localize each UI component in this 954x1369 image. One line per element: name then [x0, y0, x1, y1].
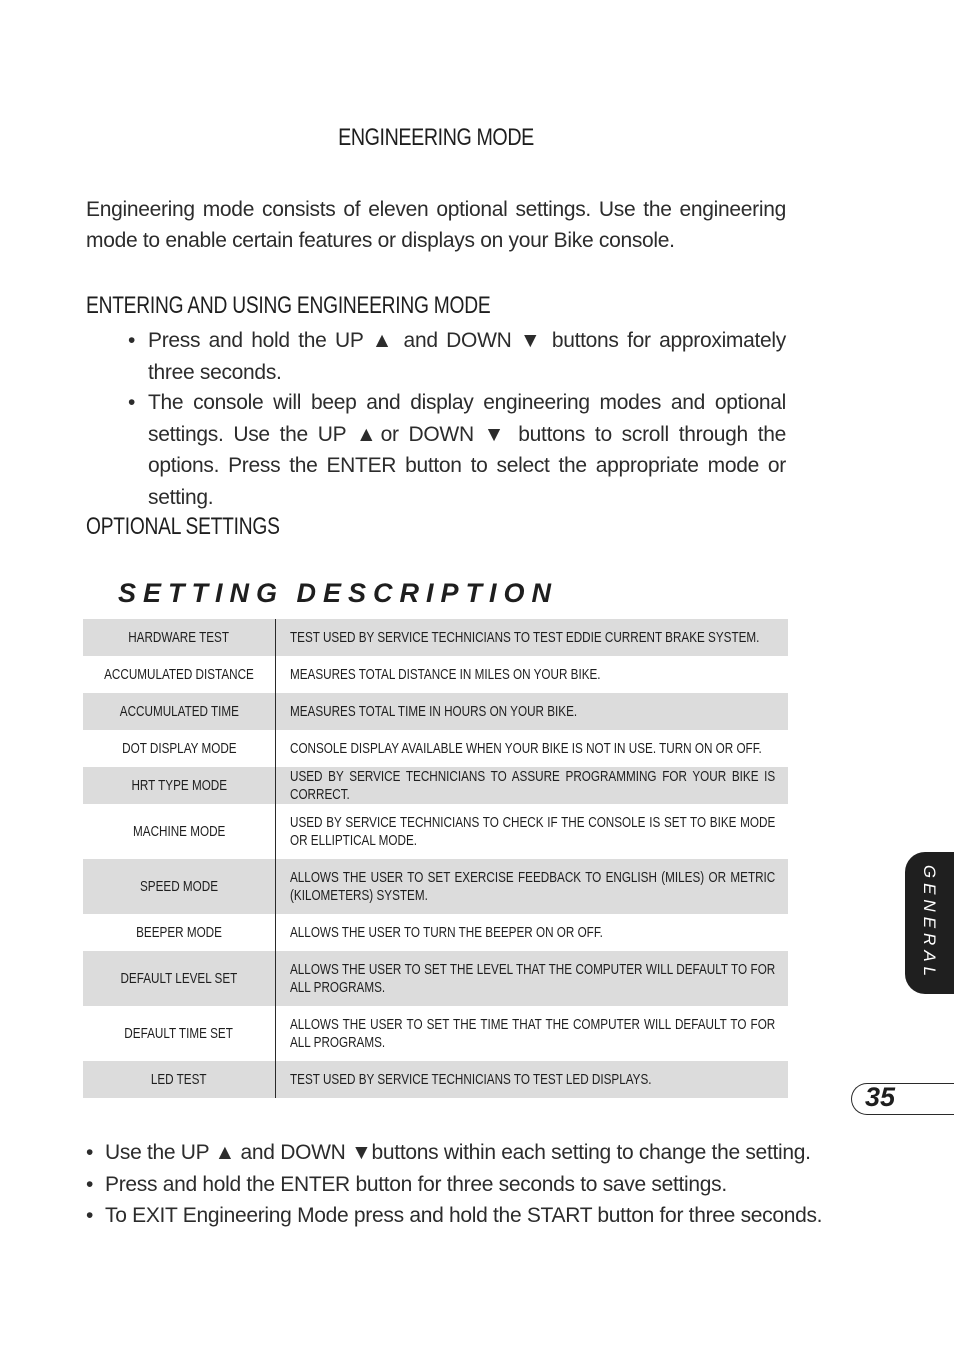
section-tab-label: GENERAL: [920, 864, 940, 982]
setting-name: DEFAULT TIME SET: [124, 1025, 234, 1042]
setting-description: ALLOWS THE USER TO TURN THE BEEPER ON OR OFF.: [289, 923, 603, 941]
description-cell: [275, 1061, 788, 1098]
description-cell: [275, 859, 788, 914]
table-row: [83, 730, 788, 767]
setting-name: MACHINE MODE: [132, 823, 226, 840]
table-row: [83, 1061, 788, 1098]
setting-cell: [83, 730, 275, 767]
description-cell: [275, 619, 788, 656]
setting-name: ACCUMULATED TIME: [119, 703, 239, 720]
setting-cell: [83, 656, 275, 693]
page-title: ENGINEERING MODE: [338, 124, 534, 151]
description-cell: [275, 951, 788, 1006]
description-cell: [275, 914, 788, 951]
setting-name: SPEED MODE: [139, 878, 218, 895]
entering-heading: ENTERING AND USING ENGINEERING MODE: [86, 292, 491, 319]
setting-description: TEST USED BY SERVICE TECHNICIANS TO TEST LED DISPLAYS.: [289, 1070, 652, 1088]
table-row: [83, 859, 788, 914]
setting-description: ALLOWS THE USER TO SET EXERCISE FEEDBACK TO ENGLISH (MILES) OR METRIC (KILOMETERS) SYSTEM.: [289, 868, 776, 904]
description-cell: [275, 767, 788, 804]
description-cell: [275, 693, 788, 730]
table-row: [83, 767, 788, 804]
setting-cell: [83, 767, 275, 804]
table-column-headers: [118, 578, 558, 609]
footer-bullet: • To EXIT Engineering Mode press and hold the START button for three seconds.: [86, 1200, 786, 1232]
setting-description: ALLOWS THE USER TO SET THE LEVEL THAT THE COMPUTER WILL DEFAULT TO FOR ALL PROGRAMS.: [289, 960, 776, 996]
optional-settings-heading: OPTIONAL SETTINGS: [86, 513, 280, 540]
setting-name: ACCUMULATED DISTANCE: [104, 666, 254, 683]
section-tab-label-wrap: [905, 852, 954, 994]
table-row: [83, 1006, 788, 1061]
footer-bullet: • Use the UP ▲ and DOWN ▼buttons within each setting to change the setting.: [86, 1137, 786, 1169]
setting-name: LED TEST: [151, 1071, 207, 1088]
footer-bullet-list: [86, 1137, 823, 1232]
description-cell: [275, 656, 788, 693]
setting-cell: [83, 951, 275, 1006]
setting-description: USED BY SERVICE TECHNICIANS TO CHECK IF THE CONSOLE IS SET TO BIKE MODE OR ELLIPTICAL MODE.: [289, 813, 776, 849]
settings-table: [83, 619, 788, 1098]
setting-description: USED BY SERVICE TECHNICIANS TO ASSURE PROGRAMMING FOR YOUR BIKE IS CORRECT.: [289, 767, 776, 803]
setting-name: DOT DISPLAY MODE: [121, 740, 237, 757]
table-row: [83, 951, 788, 1006]
page-number: 35: [865, 1082, 896, 1112]
setting-cell: [83, 859, 275, 914]
entering-bullet: • Press and hold the UP ▲ and DOWN ▼ buttons for approximately three seconds.: [128, 325, 786, 388]
column-header-description: DESCRIPTION: [296, 578, 559, 608]
description-cell: [275, 1006, 788, 1061]
table-row: [83, 804, 788, 859]
setting-name: HARDWARE TEST: [128, 629, 230, 646]
setting-name: DEFAULT LEVEL SET: [120, 970, 238, 987]
entering-bullet-list: [128, 325, 786, 513]
setting-name: HRT TYPE MODE: [131, 777, 227, 794]
setting-description: TEST USED BY SERVICE TECHNICIANS TO TEST EDDIE CURRENT BRAKE SYSTEM.: [289, 628, 760, 646]
setting-name: BEEPER MODE: [136, 924, 222, 941]
setting-cell: [83, 619, 275, 656]
intro-paragraph: Engineering mode consists of eleven optional settings. Use the engineering mode to enable certain features or displays on your Bike console.: [86, 198, 786, 252]
description-cell: [275, 804, 788, 859]
description-cell: [275, 730, 788, 767]
setting-description: ALLOWS THE USER TO SET THE TIME THAT THE COMPUTER WILL DEFAULT TO FOR ALL PROGRAMS.: [289, 1015, 776, 1051]
setting-description: MEASURES TOTAL DISTANCE IN MILES ON YOUR BIKE.: [289, 665, 601, 683]
setting-cell: [83, 914, 275, 951]
table-row: [83, 693, 788, 730]
setting-description: CONSOLE DISPLAY AVAILABLE WHEN YOUR BIKE IS NOT IN USE. TURN ON OR OFF.: [289, 739, 762, 757]
column-header-setting: SETTING: [118, 578, 285, 608]
setting-cell: [83, 1061, 275, 1098]
footer-bullet: • Press and hold the ENTER button for three seconds to save settings.: [86, 1169, 786, 1201]
table-row: [83, 914, 788, 951]
table-row: [83, 619, 788, 656]
setting-cell: [83, 804, 275, 859]
setting-cell: [83, 693, 275, 730]
entering-bullet: • The console will beep and display engineering modes and optional settings. Use the UP ▲or DOWN ▼ buttons to scroll through the options. Press the ENTER button to select the appropriate mode or setting.: [128, 387, 786, 513]
setting-cell: [83, 1006, 275, 1061]
table-row: [83, 656, 788, 693]
setting-description: MEASURES TOTAL TIME IN HOURS ON YOUR BIKE.: [289, 702, 578, 720]
